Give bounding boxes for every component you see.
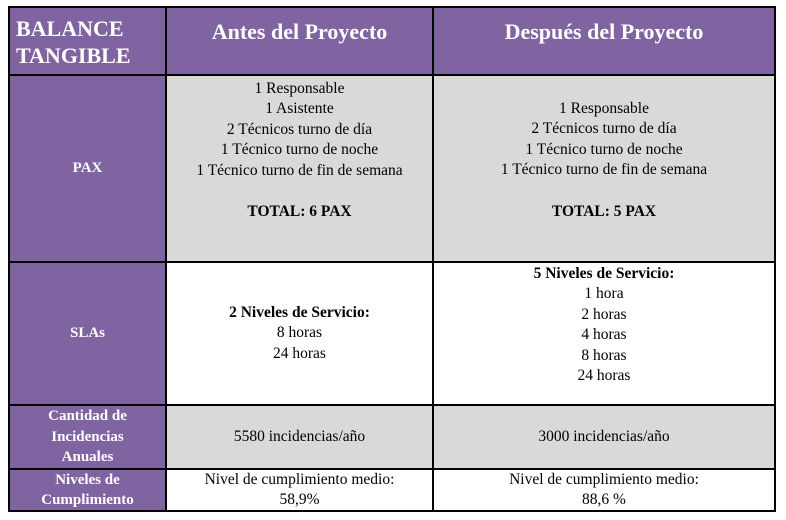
incidencias-label-line: Anuales bbox=[61, 449, 114, 466]
header-before: Antes del Proyecto bbox=[211, 19, 388, 44]
cumplimiento-before-cell bbox=[167, 470, 432, 510]
header-after-cell bbox=[434, 8, 774, 74]
incidencias-label-line: Cantidad de bbox=[48, 408, 127, 425]
pax-after-item: 1 Técnico turno de fin de semana bbox=[500, 161, 708, 179]
pax-after-cell bbox=[434, 76, 774, 261]
pax-before-total: TOTAL: 6 PAX bbox=[247, 203, 352, 221]
slas-after-item: 8 horas bbox=[581, 346, 627, 364]
row-label-incidencias bbox=[10, 406, 165, 468]
pax-before-item: 2 Técnicos turno de día bbox=[226, 120, 373, 138]
corner-line-1: BALANCE bbox=[16, 16, 124, 41]
slas-after-cell bbox=[434, 263, 774, 404]
incidencias-before-value: 5580 incidencias/año bbox=[233, 427, 366, 445]
cumplimiento-after-line1: Nivel de cumplimiento medio: bbox=[509, 470, 699, 488]
pax-before-item: 1 Técnico turno de noche bbox=[220, 141, 379, 159]
slas-after-item: 2 horas bbox=[581, 305, 627, 323]
slas-before-item: 24 horas bbox=[273, 344, 326, 362]
header-before-cell bbox=[167, 8, 432, 74]
incidencias-after-cell bbox=[434, 406, 774, 468]
corner-line-2: TANGIBLE bbox=[16, 43, 131, 68]
slas-after-item: 24 horas bbox=[577, 367, 631, 385]
slas-before-item: 8 horas bbox=[276, 324, 323, 342]
incidencias-after-value: 3000 incidencias/año bbox=[538, 427, 670, 445]
pax-before-item: 1 Responsable bbox=[254, 80, 345, 97]
row-label-slas bbox=[10, 263, 165, 404]
incidencias-label-line: Incidencias bbox=[51, 428, 124, 445]
slas-after-title: 5 Niveles de Servicio: bbox=[533, 265, 675, 282]
header-corner-cell bbox=[10, 8, 165, 74]
slas-before-cell bbox=[167, 263, 432, 404]
pax-after-item: 1 Técnico turno de noche bbox=[525, 140, 683, 158]
incidencias-before-cell bbox=[167, 406, 432, 468]
pax-before-item: 1 Técnico turno de fin de semana bbox=[196, 161, 403, 179]
cumplimiento-after-cell bbox=[434, 470, 774, 510]
pax-after-total: TOTAL: 5 PAX bbox=[551, 202, 657, 220]
row-label-cumplimiento bbox=[10, 470, 165, 510]
cumplimiento-before-value: 58,9% bbox=[279, 491, 320, 508]
cumplimiento-label-line: Cumplimiento bbox=[41, 492, 134, 508]
cumplimiento-before-line1: Nivel de cumplimiento medio: bbox=[204, 470, 395, 488]
pax-after-item: 2 Técnicos turno de día bbox=[531, 120, 677, 138]
cumplimiento-label-line: Niveles de bbox=[55, 471, 120, 488]
slas-label: SLAs bbox=[69, 325, 106, 342]
pax-before-cell bbox=[167, 76, 432, 261]
cumplimiento-after-value: 88,6 % bbox=[582, 491, 626, 508]
slas-after-item: 1 hora bbox=[584, 285, 624, 303]
pax-label: PAX bbox=[72, 160, 103, 177]
slas-after-item: 4 horas bbox=[581, 326, 627, 344]
balance-table bbox=[8, 6, 776, 512]
header-after: Después del Proyecto bbox=[504, 19, 704, 44]
row-label-pax bbox=[10, 76, 165, 261]
pax-before-item: 1 Asistente bbox=[265, 100, 334, 118]
pax-after-item: 1 Responsable bbox=[559, 100, 649, 117]
slas-before-title: 2 Niveles de Servicio: bbox=[229, 303, 370, 321]
